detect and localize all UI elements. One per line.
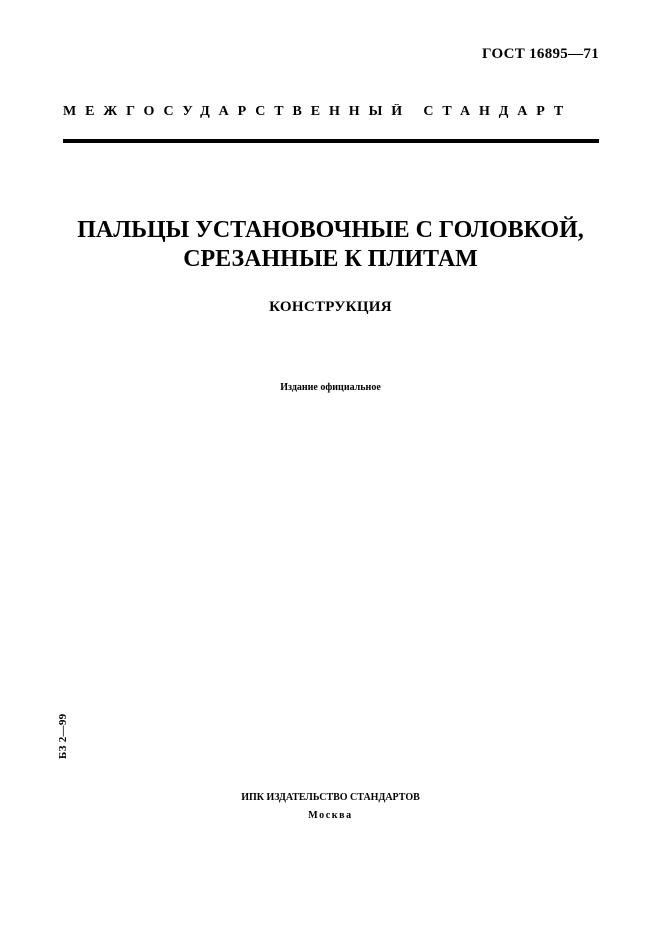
- document-title-line-2: СРЕЗАННЫЕ К ПЛИТАМ: [183, 246, 478, 272]
- publisher-name: ИПК ИЗДАТЕЛЬСТВО СТАНДАРТОВ: [241, 792, 420, 803]
- standard-type-heading: МЕЖГОСУДАРСТВЕННЫЙ СТАНДАРТ: [63, 104, 573, 119]
- document-subtitle: КОНСТРУКЦИЯ: [269, 299, 392, 315]
- publisher-city: Москва: [308, 810, 353, 821]
- side-code: БЗ 2—99: [57, 713, 69, 759]
- header-rule: [63, 139, 599, 143]
- edition-note: Издание официальное: [280, 382, 381, 393]
- document-title-line-1: ПАЛЬЦЫ УСТАНОВОЧНЫЕ С ГОЛОВКОЙ,: [77, 217, 584, 243]
- gost-number: ГОСТ 16895—71: [481, 46, 599, 62]
- document-title: [40, 216, 621, 274]
